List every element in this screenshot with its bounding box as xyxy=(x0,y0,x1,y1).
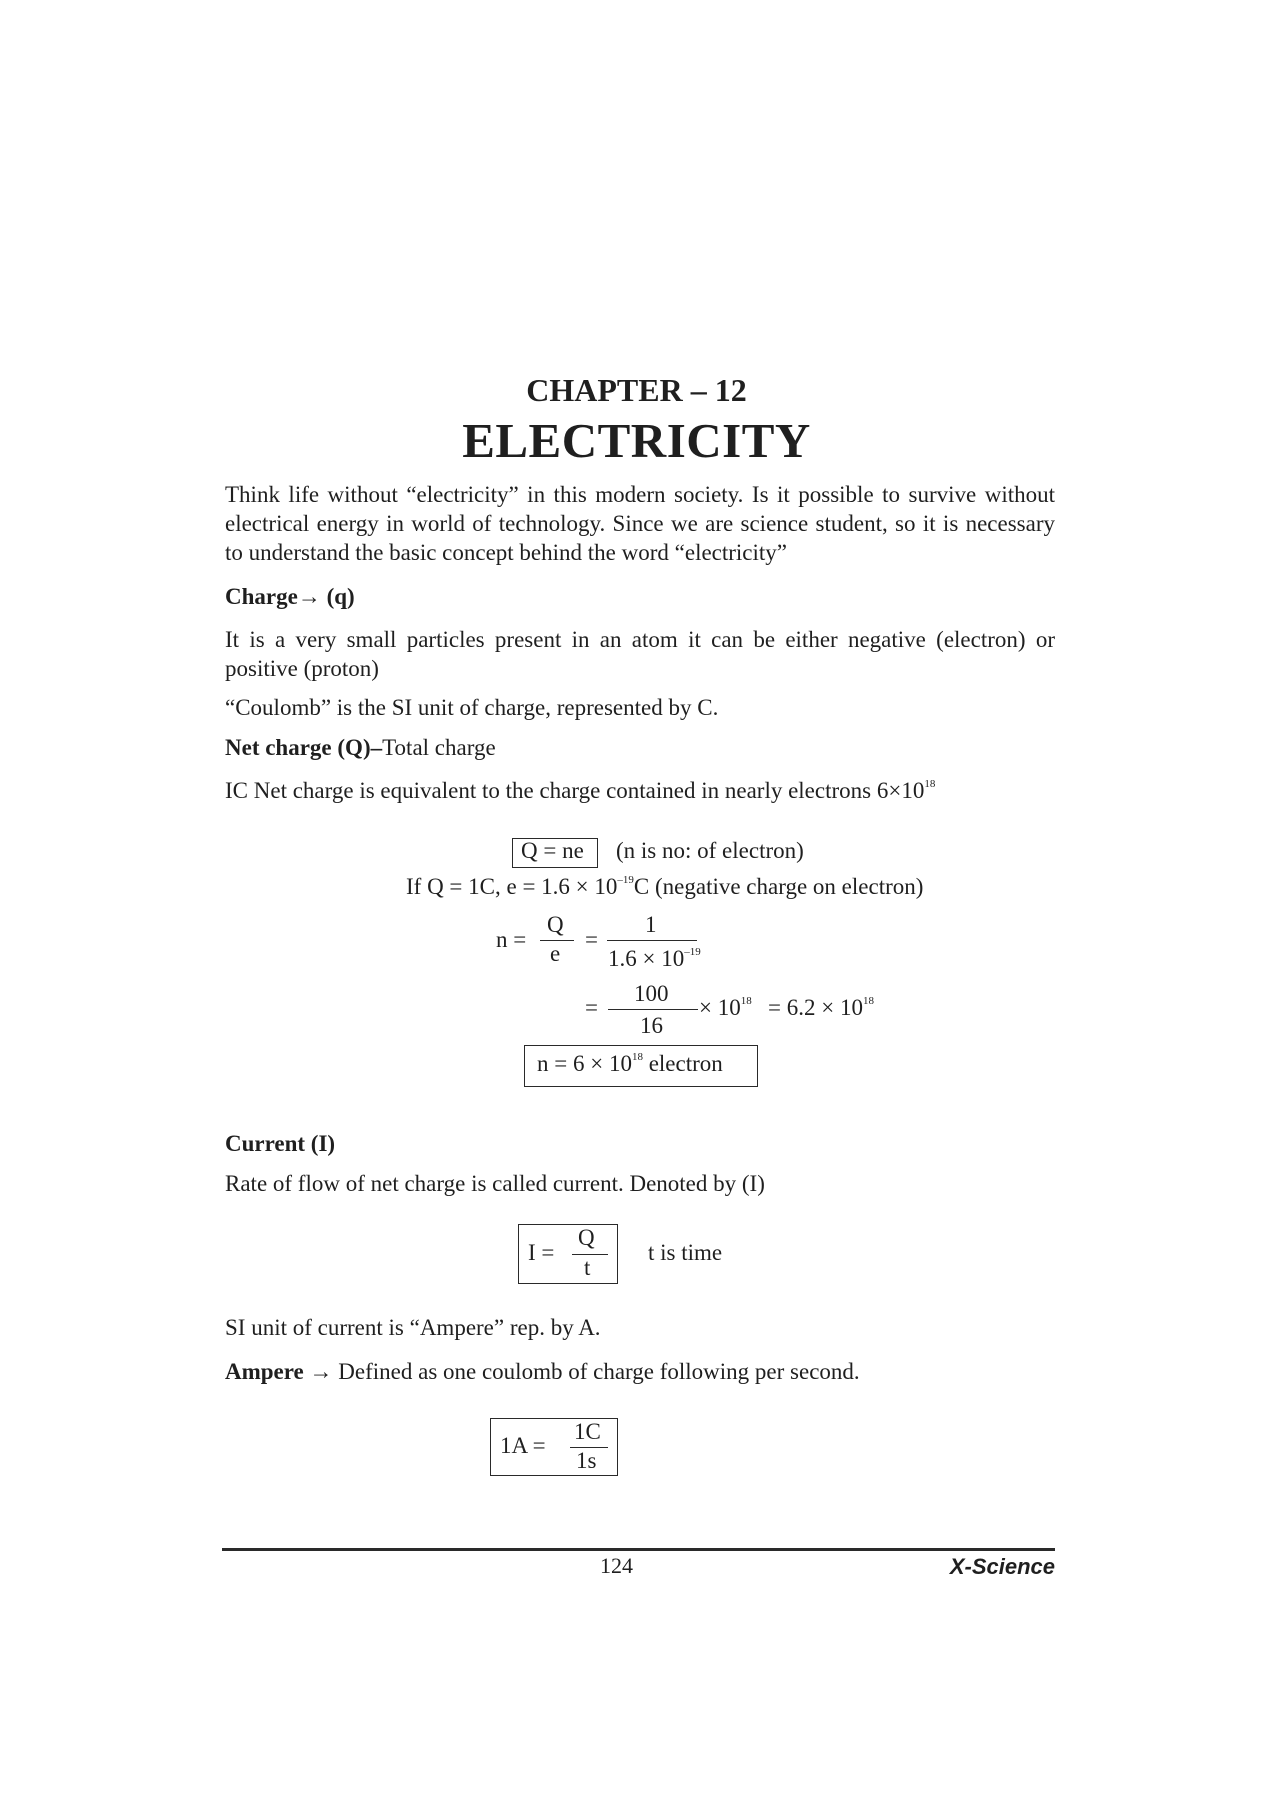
current-heading: Current (I) xyxy=(225,1131,336,1156)
book-title: X-Science xyxy=(949,1554,1055,1579)
current-formula-denominator: t xyxy=(584,1255,591,1280)
equivalence-exponent: 18 xyxy=(924,778,936,790)
chapter-number: CHAPTER – 12 xyxy=(526,372,747,408)
ampere-line xyxy=(225,1359,860,1385)
current-formula-numerator: Q xyxy=(578,1225,595,1250)
footer-rule xyxy=(222,1548,1055,1551)
current-formula-note: t is time xyxy=(648,1240,723,1265)
ampere-formula-denominator: 1s xyxy=(576,1448,597,1473)
n-equals: n = xyxy=(496,927,527,952)
ampere-formula-lhs: 1A = xyxy=(500,1433,546,1458)
frac-one-numerator: 1 xyxy=(645,912,657,937)
net-charge-line xyxy=(225,735,496,761)
charge-heading: Charge→ (q) xyxy=(225,584,355,609)
n-result: $n = 6 \times 10^{18}$ electron xyxy=(537,1051,723,1076)
frac-one-denominator: $1.6 \times 10^{-19}$ xyxy=(608,946,701,971)
frac-q-numerator: Q xyxy=(547,912,564,937)
net-charge-definition: Total charge xyxy=(382,735,496,760)
charge-description: It is a very small particles present in an atom it can be either negative (electron) or positive (proton) xyxy=(225,627,1055,681)
current-formula-lhs: I = xyxy=(528,1240,555,1265)
page-number: 124 xyxy=(600,1553,633,1578)
net-charge-heading: Net charge (Q)– xyxy=(225,735,383,760)
chapter-title: ELECTRICITY xyxy=(462,413,811,468)
ampere-arrow: → xyxy=(303,1359,339,1384)
ampere-heading: Ampere xyxy=(225,1359,304,1384)
charge-si-unit: “Coulomb” is the SI unit of charge, represented by C. xyxy=(225,695,719,720)
frac-e-denominator: e xyxy=(550,941,561,966)
frac-one-bar xyxy=(607,940,697,941)
net-charge-equivalence: IC Net charge is equivalent to the charge contained in nearly electrons $6\times 10^{18}$ xyxy=(225,778,936,803)
frac-100-bar xyxy=(608,1009,698,1010)
equals-2: = xyxy=(585,995,598,1020)
q-ne-formula: Q = ne xyxy=(521,838,584,863)
q-ne-note: (n is no: of electron) xyxy=(616,838,804,863)
current-si-unit: SI unit of current is “Ampere” rep. by A. xyxy=(225,1315,601,1340)
ampere-formula-numerator: 1C xyxy=(574,1419,601,1444)
given-values: If Q = 1C, $e = 1.6 \times 10^{-19}C$ (negative charge on electron) xyxy=(406,874,924,899)
current-definition: Rate of flow of net charge is called current. Denoted by (I) xyxy=(225,1171,765,1196)
ampere-definition: Defined as one coulomb of charge following per second. xyxy=(338,1359,860,1384)
derivation-result: = $6.2 \times 10^{18}$ xyxy=(768,995,874,1020)
frac-16-denominator: 16 xyxy=(640,1013,663,1038)
intro-paragraph: Think life without “electricity” in this modern society. Is it possible to survive without electrical energy in world of technology. Since we are science student, so it is necessary to understand the basic concept behind the word “electricity” xyxy=(225,482,1055,565)
frac-100-numerator: 100 xyxy=(634,981,669,1006)
times-ten-power: × $10^{18}$ xyxy=(699,995,752,1020)
equals-1: = xyxy=(585,927,598,952)
